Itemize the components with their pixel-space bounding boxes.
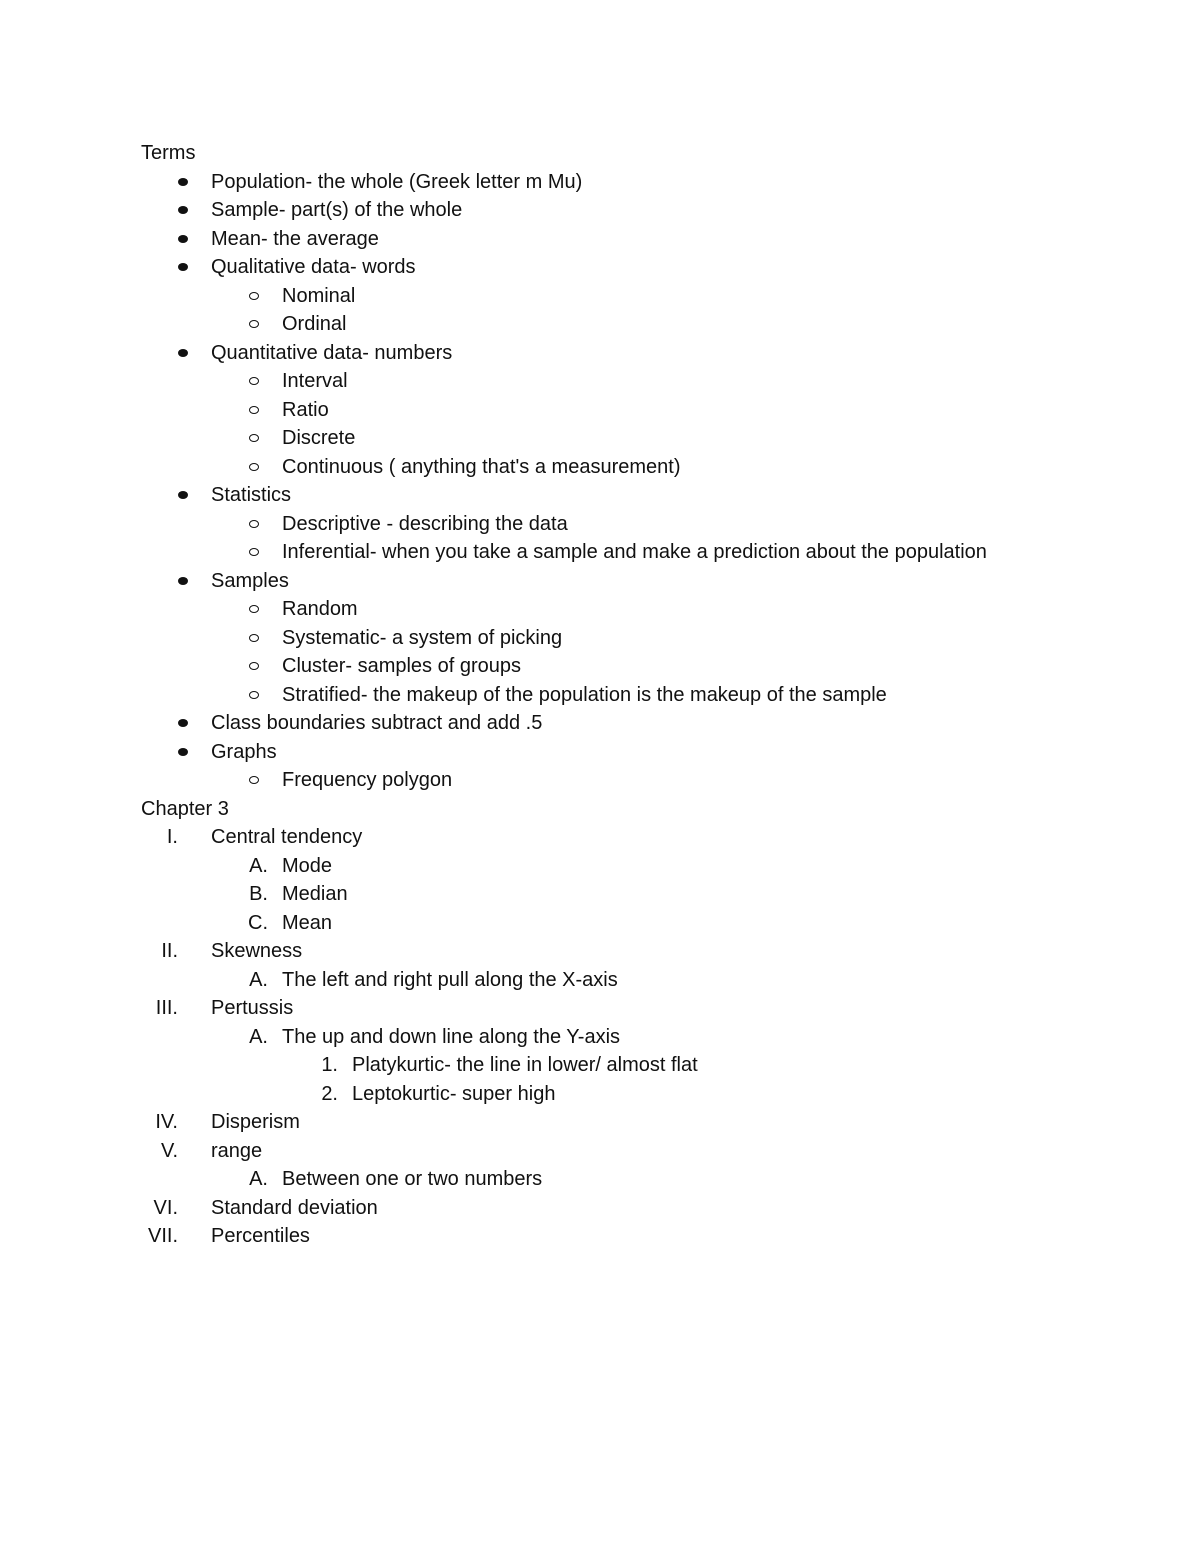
bullet-circle-icon: [249, 662, 259, 670]
roman-numeral-marker: V.: [160, 1139, 178, 1162]
list-item: [0, 225, 1200, 254]
outline-subsubitem-text: Platykurtic- the line in lower/ almost flat: [352, 1054, 698, 1076]
outline-item: [0, 937, 1200, 966]
list-item-text: Mean- the average: [211, 227, 379, 250]
outline-subsubitem: [0, 1051, 1200, 1080]
outline-item: [0, 1222, 1200, 1251]
list-item: [0, 196, 1200, 225]
outline-item: [0, 994, 1200, 1023]
outline-subsubitem-text: Leptokurtic- super high: [352, 1082, 556, 1105]
bullet-circle-icon: [249, 463, 259, 471]
outline-subitem: [0, 852, 1200, 881]
list-item: [0, 738, 1200, 767]
bullet-circle-icon: [249, 634, 259, 642]
sub-list-item: [0, 766, 1200, 795]
outline-subsubitem: [0, 1080, 1200, 1109]
sub-list-item: [0, 652, 1200, 681]
sub-list-item-text: Continuous ( anything that's a measurement): [282, 455, 681, 478]
list-item: [0, 709, 1200, 738]
sub-list-item-text: Stratified- the makeup of the population is the makeup of the sample: [282, 683, 887, 706]
list-item: [0, 168, 1200, 197]
sub-list-item: [0, 282, 1200, 311]
sub-list-item-text: Frequency polygon: [282, 769, 453, 791]
list-item: [0, 339, 1200, 368]
sub-list-item: [0, 624, 1200, 653]
sub-list-item-text: Inferential- when you take a sample and make a prediction about the population: [282, 541, 987, 563]
outline-subitem-text: The left and right pull along the X-axis: [282, 968, 618, 991]
list-item-text: Population- the whole (Greek letter m Mu): [211, 170, 583, 193]
outline-item: [0, 823, 1200, 852]
list-item-text: Quantitative data- numbers: [211, 341, 453, 364]
bullet-disc-icon: [178, 263, 188, 271]
bullet-circle-icon: [249, 320, 259, 328]
sub-list-item-text: Discrete: [282, 427, 356, 449]
outline-subitem-text: Mode: [282, 854, 333, 877]
bullet-circle-icon: [249, 292, 259, 300]
list-item-text: Samples: [211, 569, 289, 592]
outline-subitem-text: Mean: [282, 911, 333, 934]
outline-subitem: [0, 1165, 1200, 1194]
outline-subitem-text: Between one or two numbers: [282, 1168, 543, 1190]
bullet-disc-icon: [178, 748, 188, 756]
number-marker: 2.: [321, 1082, 338, 1105]
outline-item-text: Skewness: [211, 940, 303, 962]
sub-list-item-text: Random: [282, 598, 358, 620]
sub-list-item: [0, 310, 1200, 339]
outline-item-text: Pertussis: [211, 997, 294, 1019]
outline-subitem: [0, 966, 1200, 995]
roman-numeral-marker: VII.: [147, 1225, 178, 1247]
bullet-circle-icon: [249, 605, 259, 613]
roman-numeral-marker: II.: [161, 940, 178, 962]
outline-item-text: Percentiles: [211, 1225, 310, 1247]
section-heading-chapter: Chapter 3: [141, 797, 229, 820]
sub-list-item: [0, 681, 1200, 710]
outline-item-text: range: [211, 1139, 263, 1162]
list-item-text: Graphs: [211, 740, 277, 763]
outline-subitem: [0, 1023, 1200, 1052]
letter-marker: A.: [249, 968, 268, 991]
list-item-text: Sample- part(s) of the whole: [211, 199, 463, 221]
roman-numeral-marker: IV.: [155, 1111, 178, 1133]
document-body: [0, 139, 1200, 1251]
outline-item: [0, 1137, 1200, 1166]
outline-item-text: Disperism: [211, 1111, 300, 1133]
number-marker: 1.: [321, 1054, 338, 1076]
sub-list-item: [0, 367, 1200, 396]
bullet-disc-icon: [178, 577, 188, 585]
bullet-circle-icon: [249, 548, 259, 556]
sub-list-item: [0, 595, 1200, 624]
outline-item: [0, 1194, 1200, 1223]
sub-list-item-text: Interval: [282, 370, 348, 392]
bullet-disc-icon: [178, 719, 188, 727]
roman-numeral-marker: I.: [166, 826, 178, 848]
list-item-text: Class boundaries subtract and add .5: [211, 712, 543, 734]
outline-subitem-text: The up and down line along the Y-axis: [282, 1025, 621, 1048]
outline-item-text: Standard deviation: [211, 1196, 378, 1219]
sub-list-item: [0, 453, 1200, 482]
sub-list-item-text: Nominal: [282, 284, 356, 307]
list-item-text: Qualitative data- words: [211, 256, 416, 278]
bullet-circle-icon: [249, 377, 259, 385]
sub-list-item-text: Ordinal: [282, 313, 347, 335]
outline-item: [0, 1108, 1200, 1137]
bullet-disc-icon: [178, 206, 188, 214]
sub-list-item: [0, 510, 1200, 539]
bullet-disc-icon: [178, 178, 188, 186]
bullet-circle-icon: [249, 776, 259, 784]
bullet-circle-icon: [249, 691, 259, 699]
sub-list-item-text: Systematic- a system of picking: [282, 626, 563, 649]
letter-marker: A.: [249, 854, 268, 877]
sub-list-item: [0, 538, 1200, 567]
sub-list-item: [0, 424, 1200, 453]
letter-marker: C.: [248, 911, 268, 934]
bullet-disc-icon: [178, 235, 188, 243]
outline-subitem-text: Median: [282, 883, 348, 905]
roman-numeral-marker: III.: [155, 997, 178, 1019]
sub-list-item-text: Cluster- samples of groups: [282, 655, 521, 677]
letter-marker: A.: [249, 1025, 268, 1048]
letter-marker: B.: [249, 883, 268, 905]
bullet-circle-icon: [249, 406, 259, 414]
bullet-disc-icon: [178, 349, 188, 357]
bullet-circle-icon: [249, 434, 259, 442]
letter-marker: A.: [249, 1168, 268, 1190]
sub-list-item-text: Ratio: [282, 398, 329, 421]
section-heading-terms: Terms: [141, 142, 196, 164]
outline-subitem: [0, 880, 1200, 909]
roman-numeral-marker: VI.: [153, 1196, 178, 1219]
outline-item-text: Central tendency: [211, 826, 363, 848]
list-item-text: Statistics: [211, 484, 292, 506]
bullet-circle-icon: [249, 520, 259, 528]
sub-list-item: [0, 396, 1200, 425]
sub-list-item-text: Descriptive - describing the data: [282, 512, 568, 535]
list-item: [0, 481, 1200, 510]
list-item: [0, 567, 1200, 596]
bullet-disc-icon: [178, 491, 188, 499]
list-item: [0, 253, 1200, 282]
outline-subitem: [0, 909, 1200, 938]
